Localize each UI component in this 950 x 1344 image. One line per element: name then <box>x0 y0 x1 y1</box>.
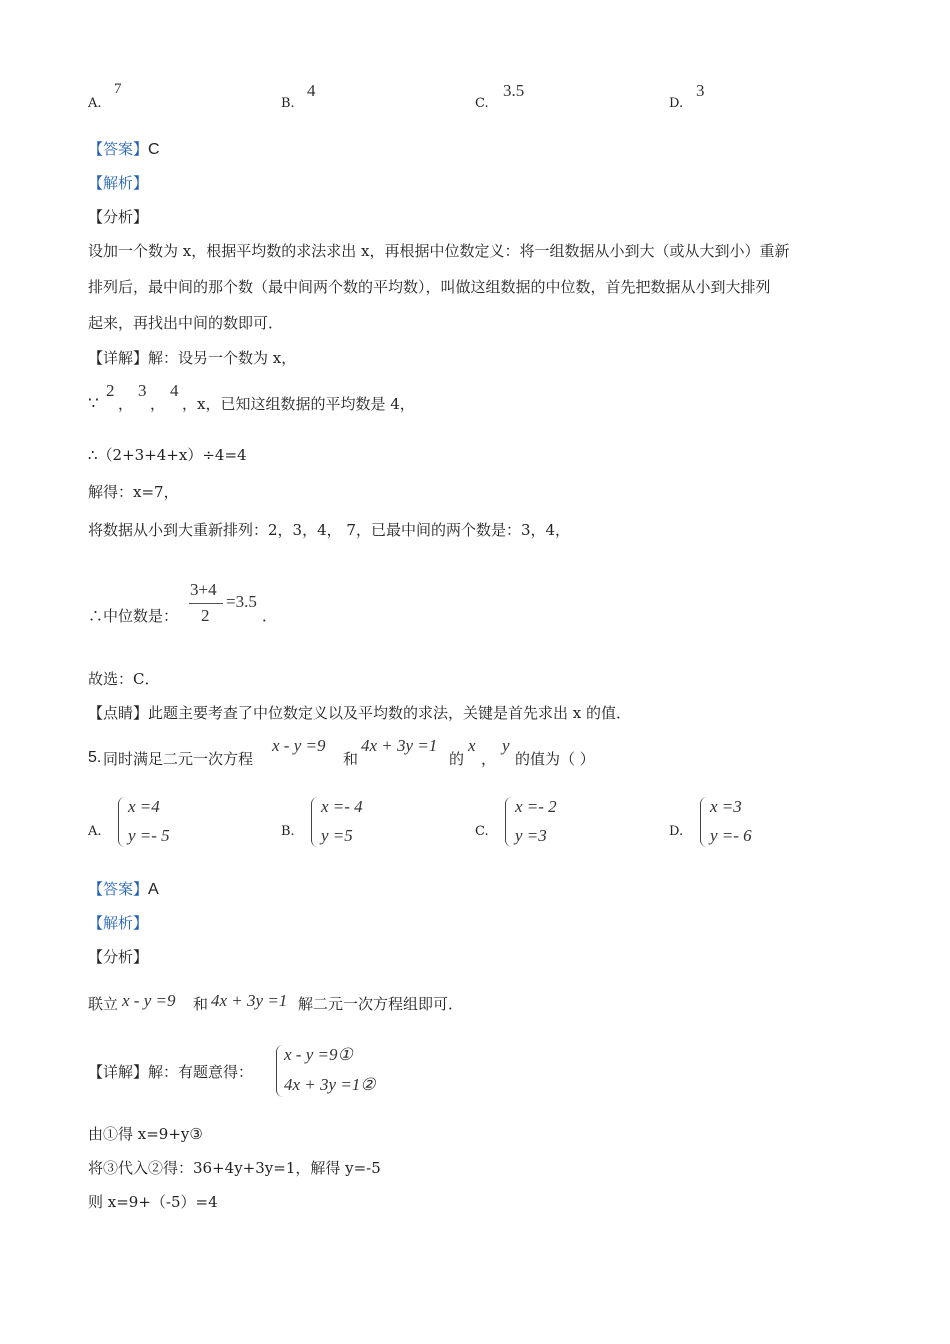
option-c-letter: C. <box>475 96 489 111</box>
q5-option-a-line1: x =4 <box>128 797 160 816</box>
q5-fenxi-tag: 【分析】 <box>88 948 149 966</box>
q5-fenxi-post: 解二元一次方程组即可． <box>298 995 464 1013</box>
q5-comma: ， <box>481 750 497 768</box>
q4-fenxi-tag: 【分析】 <box>88 208 149 226</box>
median-denominator: 2 <box>201 606 210 625</box>
q4-jiexi-tag: 【解析】 <box>88 174 149 192</box>
q5-answer-tag: 【答案】 <box>88 880 149 898</box>
option-a-letter: A. <box>88 96 102 111</box>
fraction-bar <box>189 603 223 604</box>
option-c-value: 3.5 <box>503 81 525 100</box>
q5-de: 的 <box>449 750 465 768</box>
q5-eq2: 4x + 3y =1 <box>361 736 438 755</box>
q5-answer-value: A <box>148 881 159 898</box>
q4-fenxi-line-3: 起来，再找出中间的数即可． <box>88 314 284 332</box>
q4-dianjing-line <box>88 703 631 723</box>
q5-option-b-line2: y =5 <box>321 826 353 845</box>
q4-xiangjie-line <box>88 348 296 368</box>
q5-step-2: 将③代入②得：36+4y+3y=1，解得 y=-5 <box>88 1159 381 1177</box>
answer-tag: 【答案】 <box>88 140 149 158</box>
dianjing-tag: 【点睛】 <box>88 704 149 722</box>
q4-therefore-line: ∴（2+3+4+x）÷4=4 <box>88 446 247 464</box>
q4-fenxi-line-2: 排列后，最中间的那个数（最中间两个数的平均数），叫做这组数据的中位数，首先把数据从小到大排列 <box>88 278 771 296</box>
because-symbol: ∵ <box>88 394 99 414</box>
q5-fenxi-eq2: 4x + 3y =1 <box>211 991 288 1010</box>
q5-step-1: 由①得 x=9+y③ <box>88 1125 203 1143</box>
option-b-letter: B. <box>281 96 295 111</box>
brace-c <box>505 797 512 847</box>
option-a-value: 7 <box>114 81 122 97</box>
q5-option-d-line2: y =- 6 <box>710 826 752 845</box>
q5-option-a-letter: A. <box>88 824 102 839</box>
q4-solve-line: 解得：x=7， <box>88 483 179 501</box>
q5-xiangjie-tag: 【详解】 <box>88 1063 149 1081</box>
because-sep-2: ， <box>150 395 166 413</box>
because-value-2: 2 <box>106 381 115 400</box>
option-d-value: 3 <box>696 81 705 100</box>
q5-option-c-line1: x =- 2 <box>515 797 557 816</box>
q5-xiangjie-text: 解：有题意得： <box>148 1063 254 1081</box>
xiangjie-tag: 【详解】 <box>88 349 149 367</box>
q5-var-y: y <box>502 736 510 755</box>
q5-option-d-line1: x =3 <box>710 797 742 816</box>
q5-fenxi-pre: 联立 <box>88 995 119 1013</box>
dianjing-text: 此题主要考查了中位数定义以及平均数的求法，关键是首先求出 x 的值． <box>148 704 632 722</box>
median-end: ． <box>262 607 278 625</box>
q5-stem-b: 的值为（ ） <box>515 750 595 768</box>
q5-option-c-line2: y =3 <box>515 826 547 845</box>
option-b-value: 4 <box>307 81 316 100</box>
q4-sort-line: 将数据从小到大重新排列：2，3，4， 7，已最中间的两个数是：3，4， <box>88 521 571 539</box>
q4-answer-line <box>88 139 160 160</box>
because-value-3: 3 <box>138 381 147 400</box>
system-brace <box>276 1045 283 1097</box>
q5-option-d-letter: D. <box>669 824 684 839</box>
option-d-letter: D. <box>669 96 684 111</box>
q5-fenxi-he: 和 <box>193 995 209 1013</box>
q4-fenxi-line-1: 设加一个数为 x，根据平均数的求法求出 x，再根据中位数定义：将一组数据从小到大（或从大到小）重新 <box>88 242 790 260</box>
brace-a <box>118 797 125 847</box>
brace-d <box>700 797 707 847</box>
q5-option-a-line2: y =- 5 <box>128 826 170 845</box>
q5-fenxi-eq1: x - y =9 <box>122 991 176 1010</box>
q5-eq1: x - y =9 <box>272 736 326 755</box>
q5-option-c-letter: C. <box>475 824 489 839</box>
because-value-4: 4 <box>170 381 179 400</box>
q5-option-b-letter: B. <box>281 824 295 839</box>
xiangjie-text: 解：设另一个数为 x， <box>148 349 297 367</box>
q5-var-x: x <box>468 736 476 755</box>
system-line-2: 4x + 3y =1② <box>284 1075 376 1094</box>
q5-number: 5. <box>88 749 102 766</box>
q5-step-3: 则 x=9+（-5）=4 <box>88 1193 218 1211</box>
answer-value: C <box>148 141 160 158</box>
system-line-1: x - y =9① <box>284 1045 353 1064</box>
q5-jiexi-tag: 【解析】 <box>88 914 149 932</box>
q4-choose-line: 故选：C． <box>88 670 160 688</box>
median-numerator: 3+4 <box>190 580 217 599</box>
median-result: =3.5 <box>226 592 257 611</box>
q5-stem-a: 同时满足二元一次方程 <box>103 750 254 768</box>
brace-b <box>311 797 318 847</box>
median-prefix: ∴中位数是： <box>88 607 179 625</box>
q5-answer-line <box>88 879 159 900</box>
because-sep-1: ， <box>118 395 134 413</box>
q5-option-b-line1: x =- 4 <box>321 797 363 816</box>
because-rest: ，x，已知这组数据的平均数是 4， <box>182 395 415 413</box>
q5-he: 和 <box>343 750 359 768</box>
